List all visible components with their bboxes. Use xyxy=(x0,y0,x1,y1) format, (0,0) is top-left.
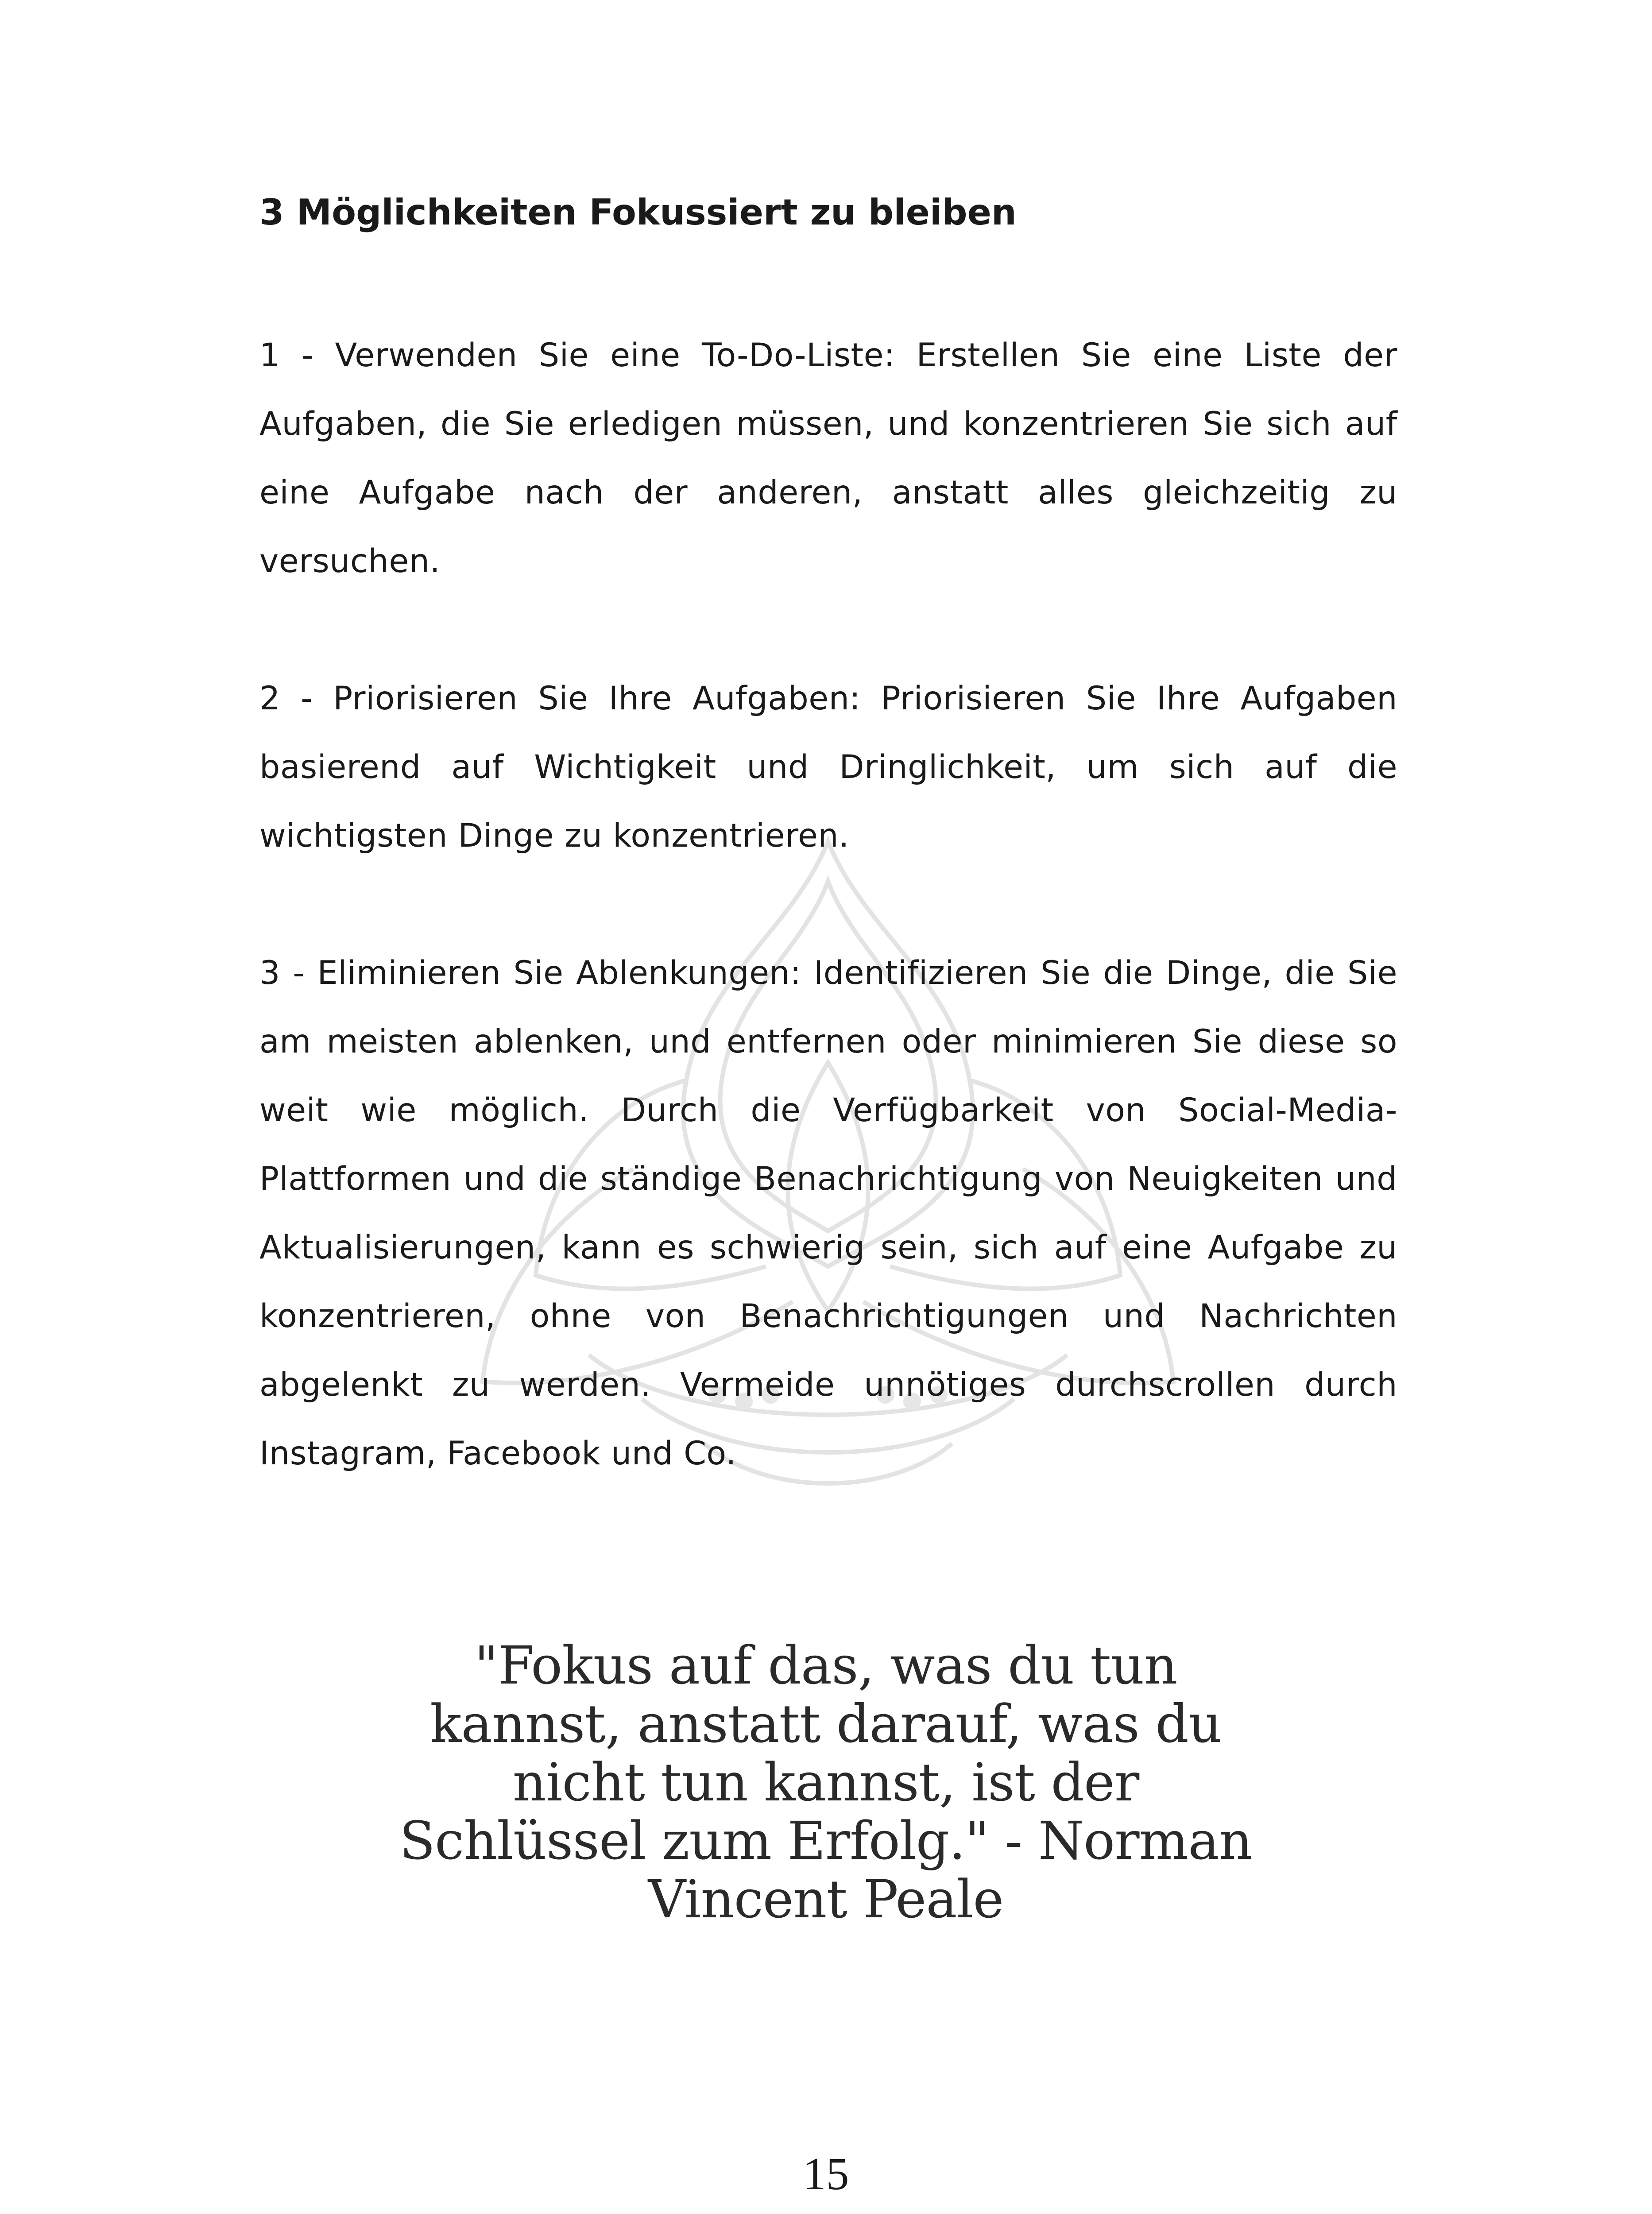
paragraph-todo-list: 1 - Verwenden Sie eine To-Do-Liste: Erstellen Sie eine Liste der Aufgaben, die Sie erledigen müssen, und konzentrieren Sie sich auf eine Aufgabe nach der anderen, anstatt alles gleichzeitig zu versuchen. xyxy=(259,337,1397,580)
page-number: 15 xyxy=(803,2148,849,2199)
quote-block: "Fokus auf das, was du tun kannst, anstatt darauf, was du nicht tun kannst, ist der Schlüssel zum Erfolg." - Norman Vincent Peale xyxy=(399,1635,1252,1930)
paragraph-eliminate-distractions: 3 - Eliminieren Sie Ablenkungen: Identifizieren Sie die Dinge, die Sie am meisten ablenken, und entfernen oder minimieren Sie diese so weit wie möglich. Durch die Verfügbarkeit von Social-Media-Plattformen und die ständige Benachrichtigung von Neuigkeiten und Aktualisierungen, kann es schwierig sein, sich auf eine Aufgabe zu konzentrieren, ohne von Benachrichtigungen und Nachrichten abgelenkt zu werden. Vermeide unnötiges durchscrollen durch Instagram, Facebook und Co. xyxy=(259,954,1397,1472)
paragraph-prioritize: 2 - Priorisieren Sie Ihre Aufgaben: Priorisieren Sie Ihre Aufgaben basierend auf Wichtigkeit und Dringlichkeit, um sich auf die wichtigsten Dinge zu konzentrieren. xyxy=(259,680,1397,855)
page-heading: 3 Möglichkeiten Fokussiert zu bleiben xyxy=(259,192,1017,233)
